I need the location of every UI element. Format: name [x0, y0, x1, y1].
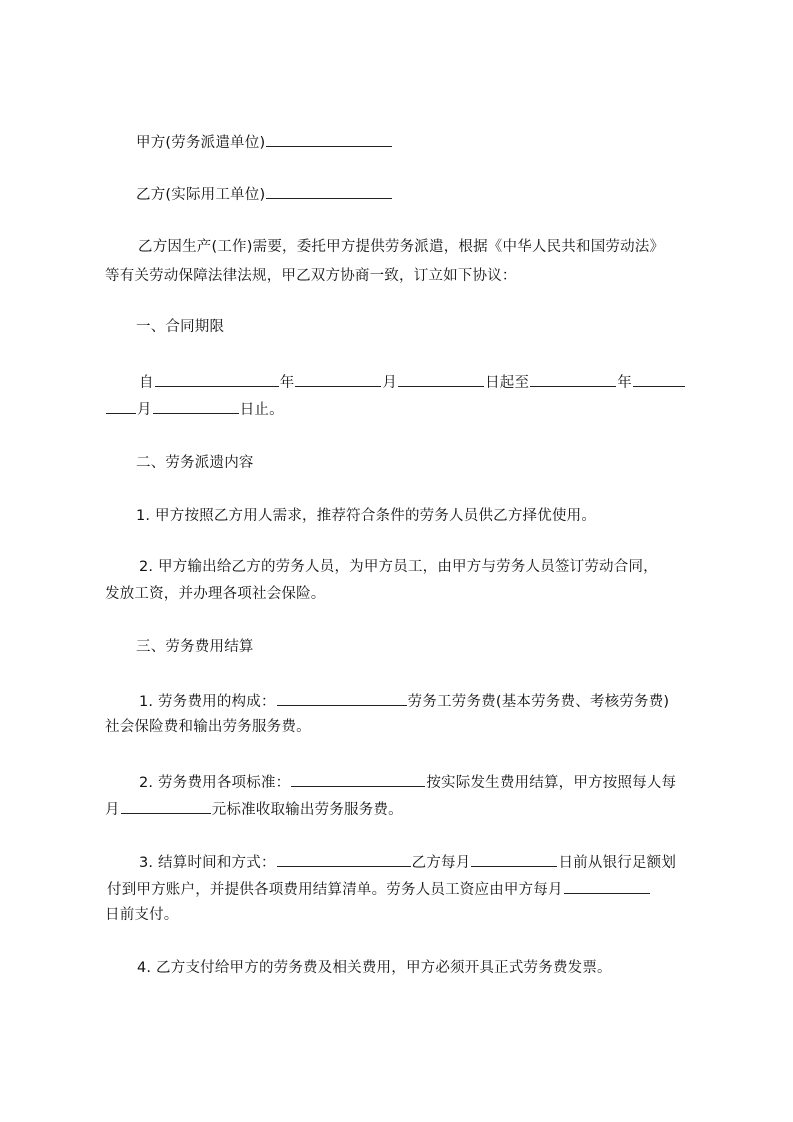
section-3-item-4: 4. 乙方支付给甲方的劳务费及相关费用，甲方必须开具正式劳务费发票。	[137, 960, 612, 976]
settlement-method-blank[interactable]	[277, 851, 411, 867]
term-month-2: 月	[137, 402, 152, 418]
party-a-line	[136, 131, 736, 153]
settlement-day-blank[interactable]	[471, 851, 557, 867]
term-day-end: 日止。	[239, 402, 284, 418]
section-3-heading: 三、劳务费用结算	[136, 639, 254, 655]
end-day-blank[interactable]	[153, 398, 239, 414]
term-month: 月	[382, 375, 398, 391]
term-day-from: 日起至	[485, 375, 530, 391]
section-2-item-2-line-2: 发放工资，并办理各项社会保险。	[105, 586, 326, 602]
section-3-item-1-line-1	[139, 690, 739, 712]
fee-standard-text: 按实际发生费用结算，甲方按照每人每	[426, 775, 677, 791]
section-3-item-2-line-2	[105, 798, 705, 820]
section-3-item-3-line-1	[139, 851, 739, 873]
end-month-blank-b[interactable]	[106, 398, 136, 414]
section-2-heading: 二、劳务派遗内容	[136, 455, 254, 471]
party-a-blank[interactable]	[266, 131, 392, 147]
start-day-blank[interactable]	[398, 371, 484, 387]
end-year-blank[interactable]	[530, 371, 616, 387]
section-3-item-2-line-1	[139, 771, 739, 793]
settlement-line-2-text: 付到甲方账户，并提供各项费用结算清单。劳务人员工资应由甲方每月	[107, 882, 563, 898]
fee-composition-blank[interactable]	[277, 690, 407, 706]
section-1-heading: 一、合同期限	[136, 319, 225, 335]
settlement-label: 3. 结算时间和方式：	[139, 855, 276, 871]
section-3-item-3-line-2	[107, 878, 707, 900]
term-year-2: 年	[617, 375, 632, 391]
end-month-blank-a[interactable]	[633, 371, 685, 387]
fee-standard-blank[interactable]	[291, 771, 425, 787]
party-b-blank[interactable]	[266, 183, 392, 199]
party-b-line	[136, 183, 736, 205]
section-2-item-1: 1. 甲方按照乙方用人需求，推荐符合条件的劳务人员供乙方择优使用。	[136, 508, 597, 524]
section-2-item-2-line-1: 2. 甲方输出给乙方的劳务人员，为甲方员工，由甲方与劳务人员签订劳动合同，	[139, 559, 658, 575]
term-year: 年	[279, 375, 295, 391]
section-3-item-3-line-3: 日前支付。	[105, 907, 179, 923]
fee-composition-text: 劳务工劳务费(基本劳务费、考核劳务费)	[407, 694, 670, 710]
settlement-monthly: 乙方每月	[411, 855, 471, 871]
service-fee-text: 元标准收取输出劳务服务费。	[211, 802, 403, 818]
section-3-item-1-line-2: 社会保险费和输出劳务服务费。	[105, 719, 311, 735]
settlement-text: 日前从银行足额划	[558, 855, 677, 871]
start-month-blank[interactable]	[295, 371, 381, 387]
wage-day-blank[interactable]	[564, 878, 650, 894]
fee-composition-label: 1. 劳务费用的构成：	[139, 694, 276, 710]
start-year-blank[interactable]	[155, 371, 279, 387]
party-b-label: 乙方(实际用工单位)	[136, 187, 266, 203]
term-line-2	[105, 398, 705, 420]
term-from: 自	[139, 375, 154, 391]
intro-line-2: 等有关劳动保障法律法规，甲乙双方协商一致，订立如下协议：	[105, 268, 517, 284]
term-line-1	[139, 371, 701, 393]
service-fee-blank[interactable]	[121, 798, 211, 814]
fee-month-label: 月	[105, 802, 120, 818]
party-a-label: 甲方(劳务派遣单位)	[136, 135, 266, 151]
fee-standard-label: 2. 劳务费用各项标准：	[139, 775, 291, 791]
intro-line-1: 乙方因生产(工作)需要，委托甲方提供劳务派遣，根据《中华人民共和国劳动法》	[138, 239, 665, 255]
